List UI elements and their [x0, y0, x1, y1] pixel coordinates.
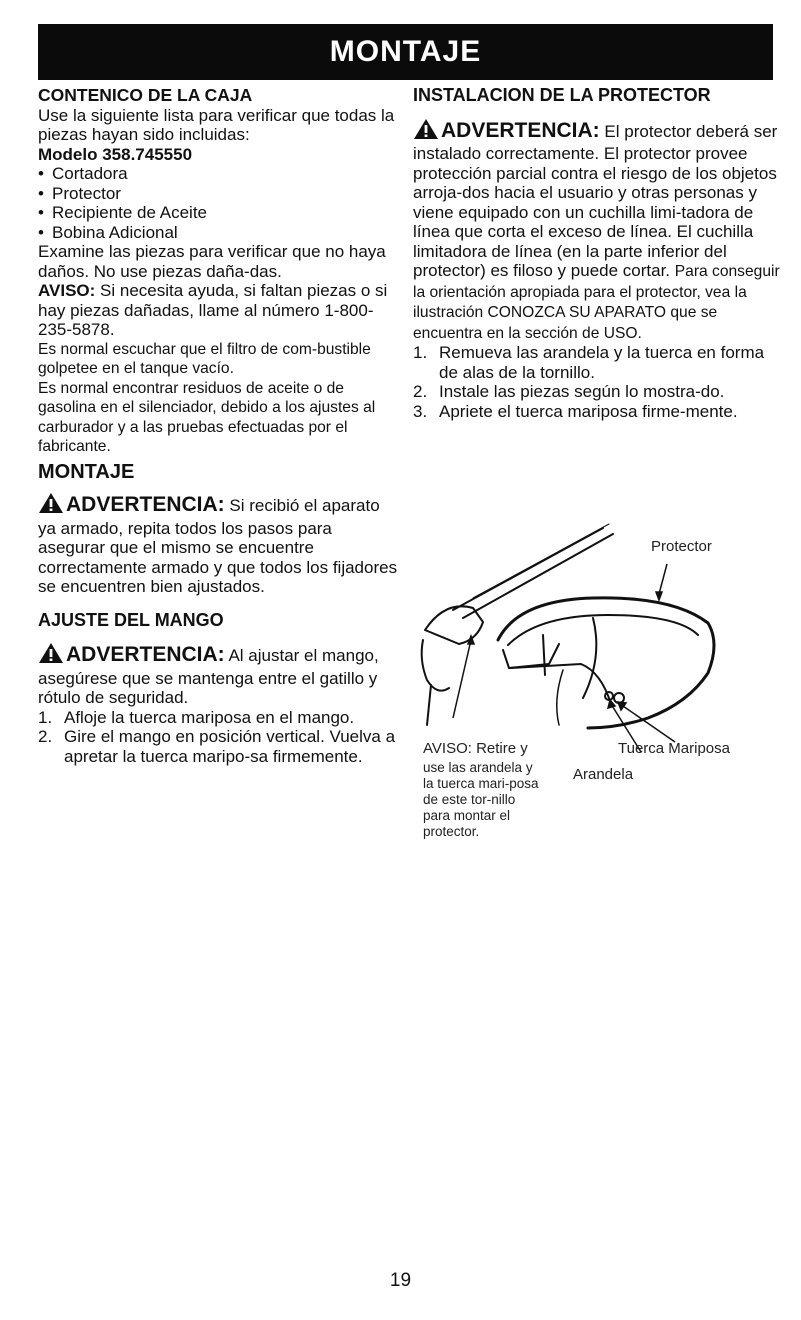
- normal-note-fuel: Es normal escuchar que el filtro de com-bustible golpetee en el tanque vacío.: [38, 340, 371, 377]
- normal-note-oil: Es normal encontrar residuos de aceite o de gasolina en el silenciador, debido a los ajustes al carburador y a las pruebas efectuadas por el fabricante.: [38, 379, 376, 455]
- model-number: Modelo 358.745550: [38, 144, 193, 164]
- list-item: 2. Gire el mango en posición vertical. Vuelva a apretar la tuerca maripo-sa firmemente.: [38, 727, 396, 766]
- list-item: • Protector: [38, 184, 398, 204]
- list-item: 1. Remueva las arandela y la tuerca en forma de alas de la tornillo.: [413, 343, 765, 382]
- warning-text: Al ajustar el mango, asegúrese que se mantenga entre el gatillo y rótulo de seguridad.: [38, 646, 379, 707]
- right-column: [413, 86, 783, 421]
- warning-label: ADVERTENCIA:: [441, 118, 600, 142]
- list-item: 1. Afloje la tuerca mariposa en el mango.: [38, 707, 355, 727]
- handle-steps: [38, 708, 398, 767]
- guard-steps: [413, 343, 783, 421]
- warning-handle: [38, 642, 398, 708]
- warning-triangle-icon: [413, 118, 439, 145]
- warning-label: ADVERTENCIA:: [66, 643, 225, 666]
- label-aviso: AVISO: Retire y: [423, 740, 528, 757]
- contents-list: [38, 164, 398, 242]
- box-contents-heading: CONTENICO DE LA CAJA: [38, 85, 253, 105]
- warning-assembled: [38, 492, 398, 597]
- orientation-note: Para conseguir la orientación apropiada para el protector, vea la ilustración CONOZCA SU APARATO que se encuentra en la sección de USO.: [413, 263, 780, 342]
- guard-illustration: [413, 520, 783, 850]
- section-banner: MONTAJE: [38, 24, 773, 80]
- aviso-paragraph: [38, 281, 398, 340]
- aviso-text: Si necesita ayuda, si faltan piezas o si hay piezas dañadas, llame al número 1-800-235-5878.: [38, 281, 388, 339]
- list-item: • Cortadora: [38, 164, 398, 184]
- warning-triangle-icon: [38, 642, 64, 669]
- label-aviso-detail: use las arandela y la tuerca mari-posa de este tor-nillo para montar el protector.: [423, 760, 539, 839]
- warning-label: ADVERTENCIA:: [66, 493, 225, 516]
- intro-text: Use la siguiente lista para verificar que todas la piezas hayan sido incluidas:: [38, 105, 395, 144]
- left-column: [38, 86, 398, 766]
- handle-adjust-heading: AJUSTE DEL MANGO: [38, 609, 224, 630]
- page-number: 19: [389, 1270, 412, 1291]
- label-washer: Arandela: [573, 766, 634, 783]
- list-item: 2. Instale las piezas según lo mostra-do.: [413, 382, 725, 401]
- list-item: • Bobina Adicional: [38, 223, 398, 243]
- warning-text: El protector deberá ser instalado correctamente. El protector provee protección parcial contra el riesgo de los objetos arroja-dos hacia el usuario y otras personas y viene equipado con un cuchilla limi-tadora de línea que corta el exceso de línea. El cuchilla limitadora de línea (en la parte inferior del protector) es filoso y puede cortar.: [413, 121, 778, 280]
- montaje-heading: MONTAJE: [38, 460, 135, 483]
- warning-triangle-icon: [38, 492, 64, 519]
- aviso-label: AVISO:: [38, 281, 96, 300]
- guard-install-heading: INSTALACION DE LA PROTECTOR: [413, 85, 711, 105]
- warning-guard: [413, 118, 783, 344]
- examine-text: Examine las piezas para verificar que no haya daños. No use piezas daña-das.: [38, 242, 386, 281]
- list-item: 3. Apriete el tuerca mariposa firme-mente.: [413, 401, 738, 421]
- label-protector: Protector: [651, 538, 712, 555]
- warning-text: Si recibió el aparato ya armado, repita todos los pasos para asegurar que el mismo se encuentre correctamente armado y que todos los fijadores se encuentren bien ajustados.: [38, 496, 398, 596]
- list-item: • Recipiente de Aceite: [38, 203, 398, 223]
- label-wing-nut: Tuerca Mariposa: [618, 740, 730, 757]
